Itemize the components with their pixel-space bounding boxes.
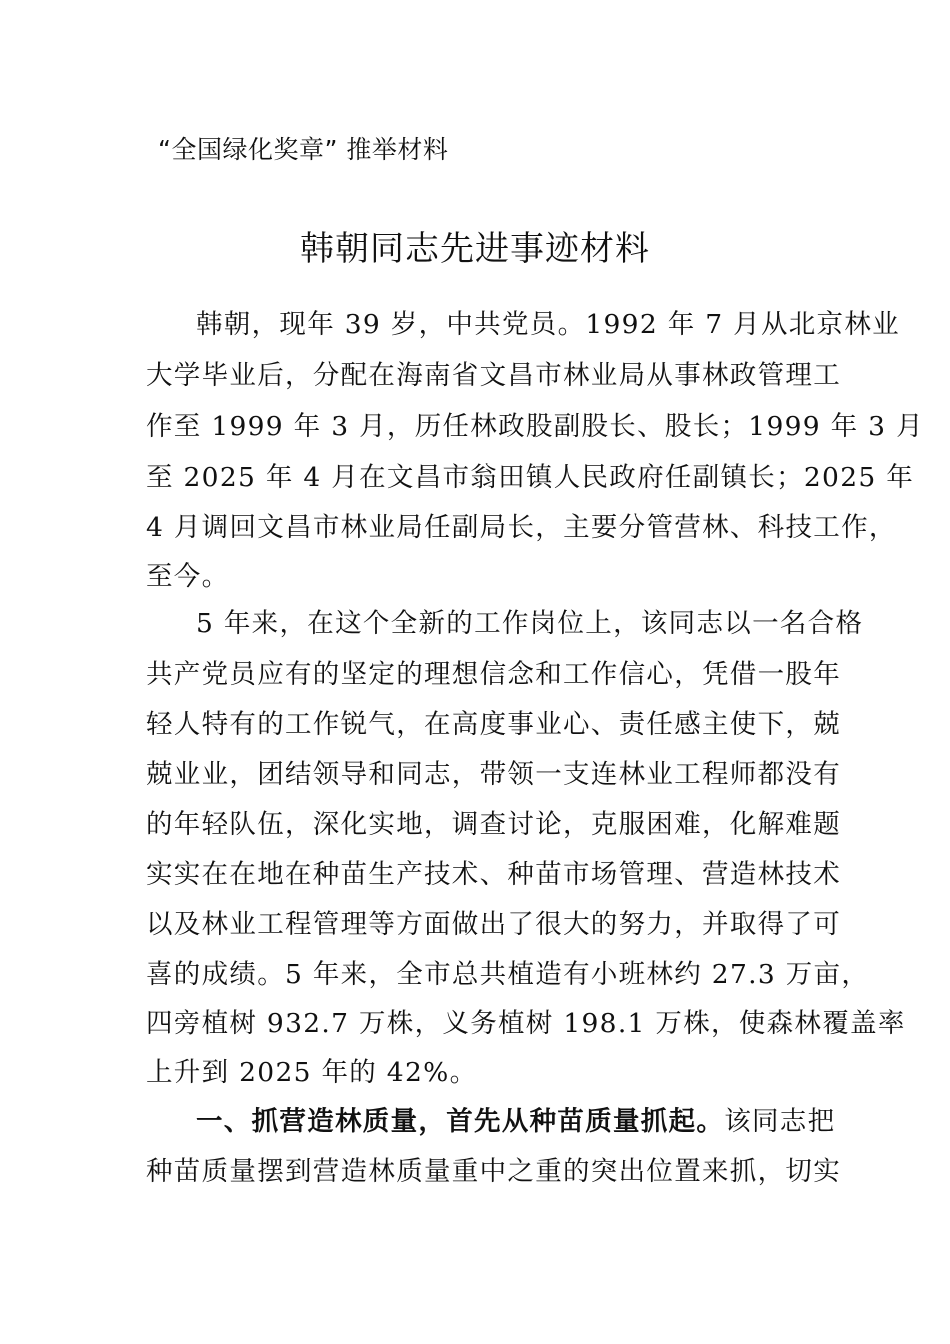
section-heading: 一、抓营造林质量，首先从种苗质量抓起。 [196,1106,725,1137]
paragraph-line: 实实在在地在种苗生产技术、种苗市场管理、营造林技术 [146,859,841,890]
section-text: 该同志把 [724,1106,836,1137]
paragraph-line: 四旁植树 932.7 万株，义务植树 198.1 万株，使森林覆盖率 [146,1008,906,1039]
paragraph-line: 轻人特有的工作锐气，在高度事业心、责任感主使下，兢 [146,709,841,740]
paragraph-line: 5 年来，在这个全新的工作岗位上，该同志以一名合格 [196,608,864,639]
section-heading-line [196,1102,835,1142]
paragraph-line: 兢业业，团结领导和同志，带领一支连林业工程师都没有 [146,759,841,790]
paragraph-line: 作至 1999 年 3 月，历任林政股副股长、股长；1999 年 3 月 [146,411,924,442]
paragraph-line: 喜的成绩。5 年来，全市总共植造有小班林约 27.3 万亩， [146,959,870,990]
page-title: 韩朝同志先进事迹材料 [300,229,650,269]
paragraph-line: 大学毕业后，分配在海南省文昌市林业局从事林政管理工 [146,360,841,391]
paragraph-line: 种苗质量摆到营造林质量重中之重的突出位置来抓，切实 [146,1156,841,1187]
paragraph-line: 共产党员应有的坚定的理想信念和工作信心，凭借一股年 [146,659,841,690]
paragraph-line: 韩朝，现年 39 岁，中共党员。1992 年 7 月从北京林业 [196,309,900,340]
paragraph-line: 以及林业工程管理等方面做出了很大的努力，并取得了可 [146,909,841,940]
paragraph-line: 上升到 2025 年的 42%。 [146,1057,478,1088]
paragraph-line: 至今。 [146,561,230,592]
paragraph-line: 的年轻队伍，深化实地，调查讨论，克服困难，化解难题 [146,809,841,840]
paragraph-line: 至 2025 年 4 月在文昌市翁田镇人民政府任副镇长；2025 年 [146,462,915,493]
paragraph-line: 4 月调回文昌市林业局任副局长，主要分管营林、科技工作， [146,512,897,543]
nomination-header: “全国绿化奖章” 推举材料 [158,135,449,164]
